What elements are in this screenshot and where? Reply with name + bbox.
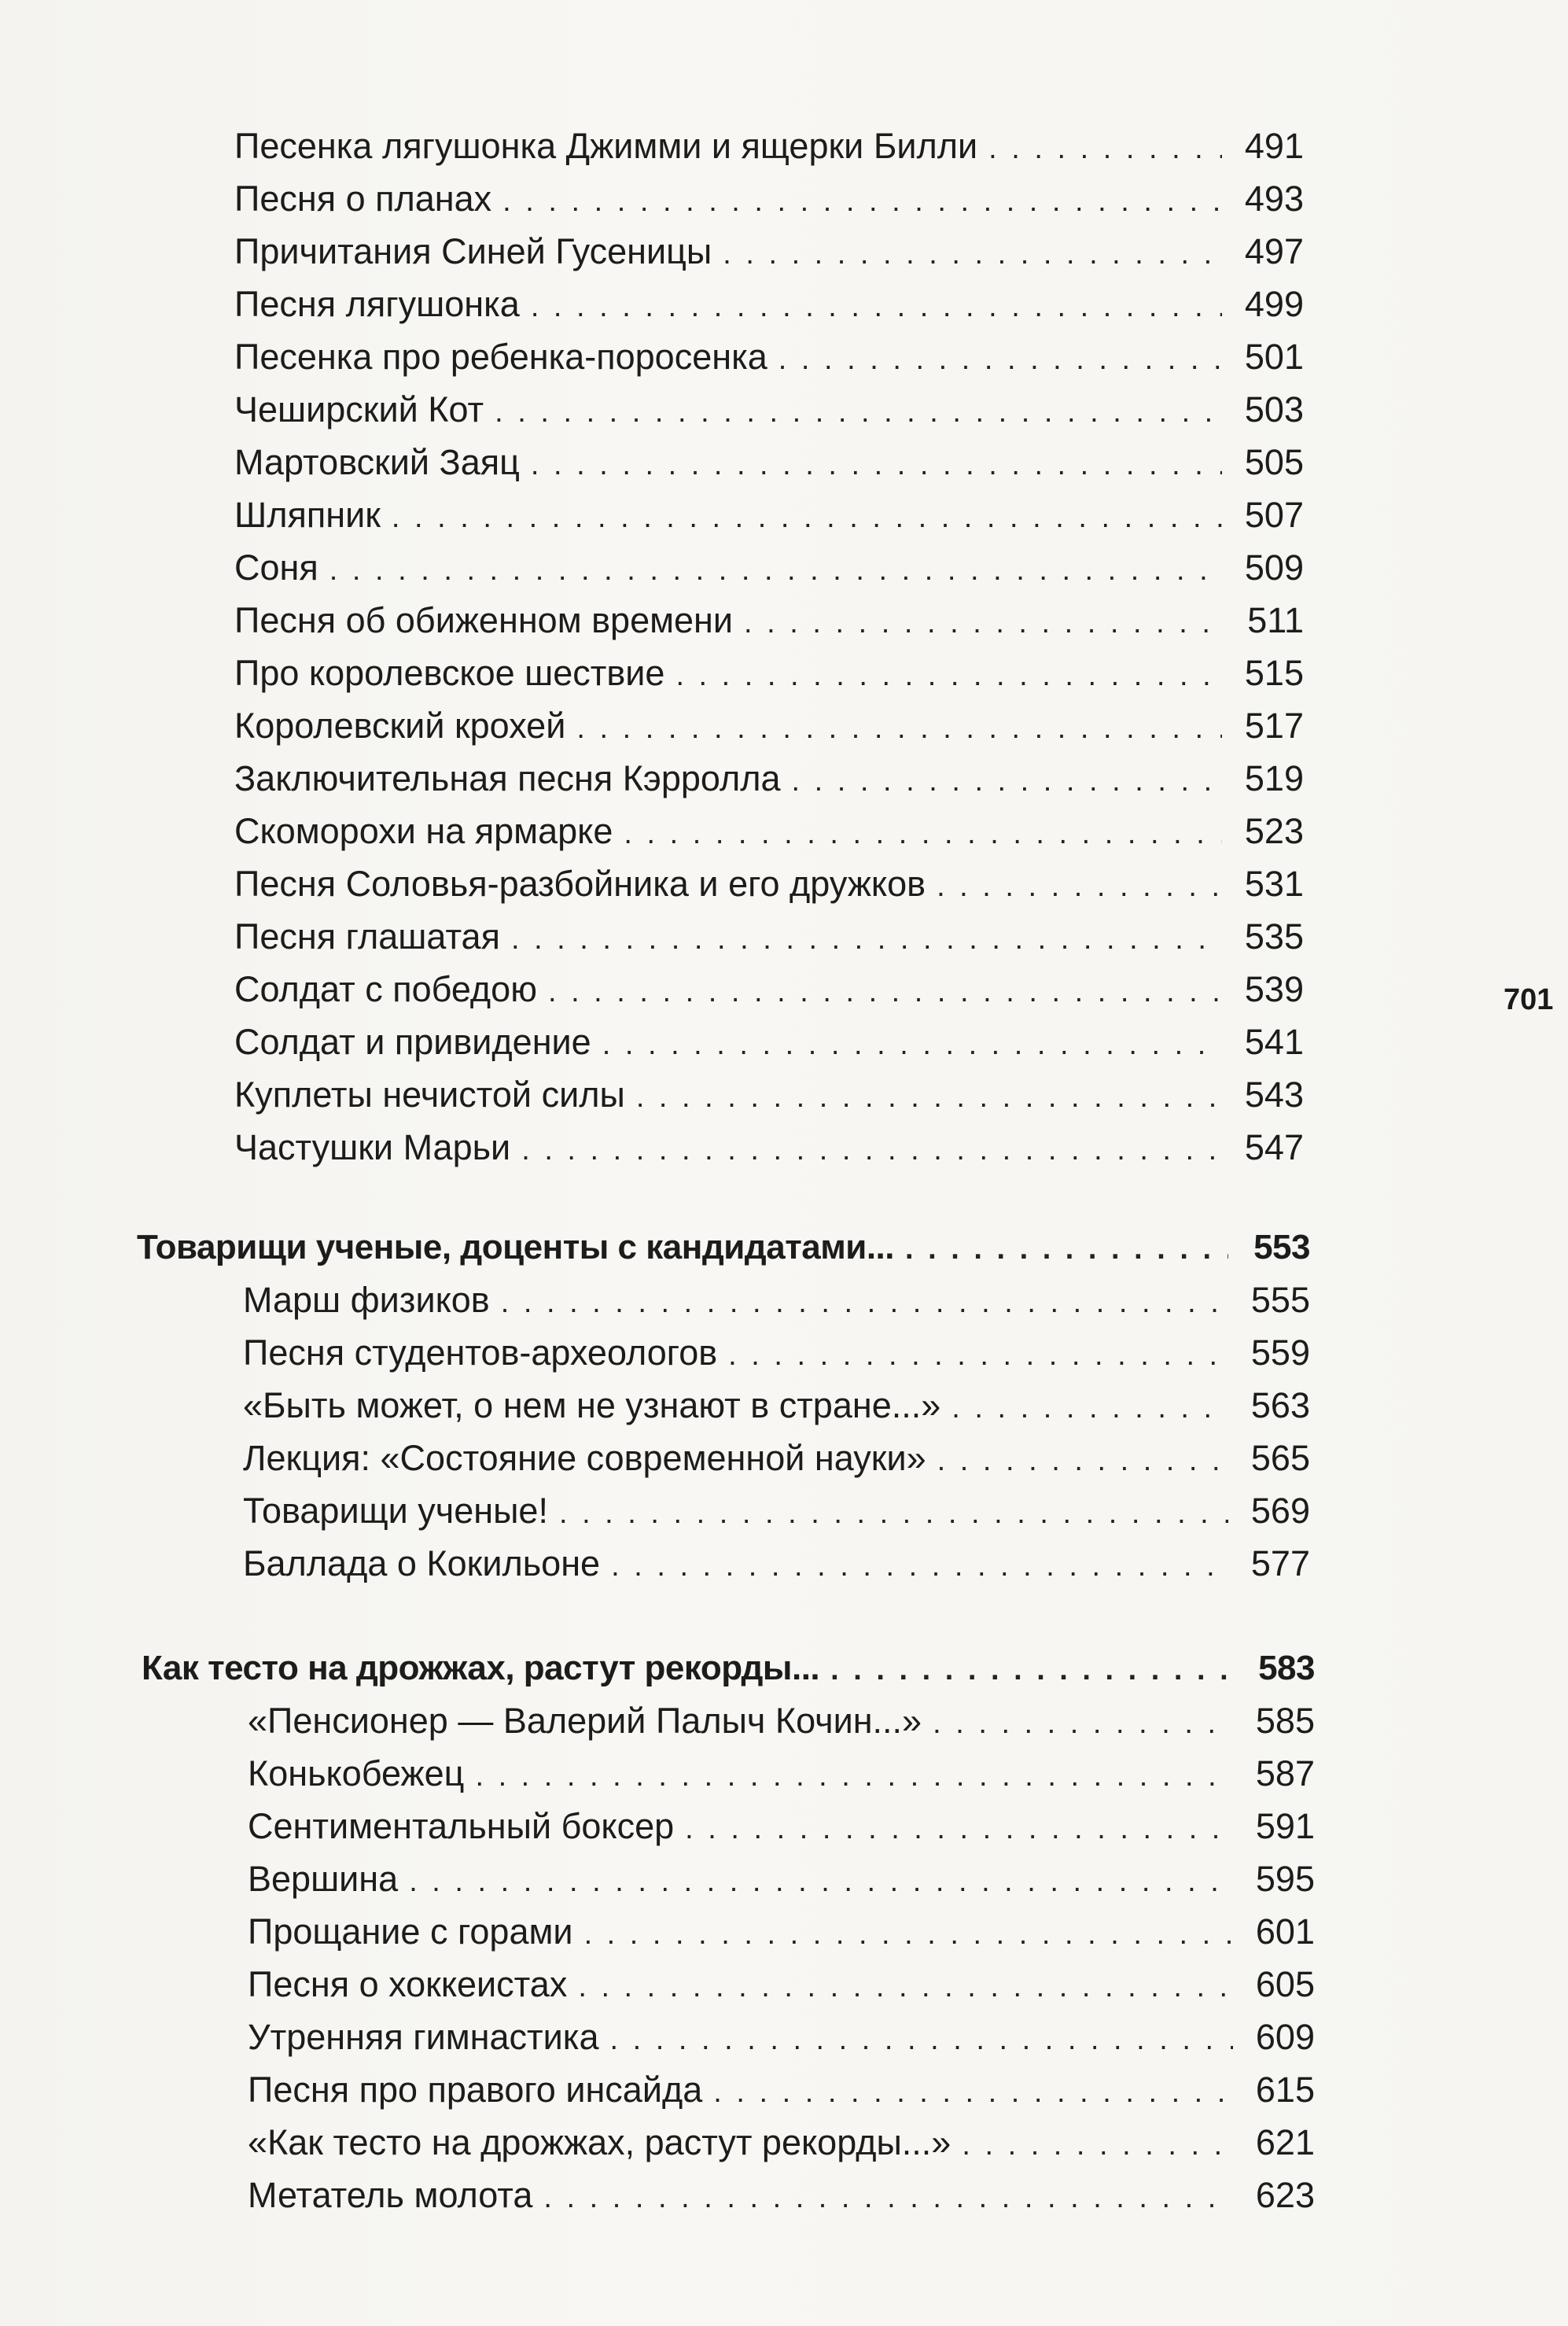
toc-entry: Песенка лягушонка Джимми и ящерки Билли . . . 491	[234, 120, 1304, 172]
leader-dots	[937, 1435, 1228, 1487]
toc-entry: Скоморохи на ярмарке . . . 523	[234, 805, 1304, 857]
toc-entry: Конькобежец . . . 587	[142, 1747, 1315, 1800]
leader-dots	[830, 1644, 1233, 1697]
toc-section-scientists	[137, 1221, 1310, 1590]
leader-dots	[610, 2014, 1233, 2066]
leader-dots	[624, 808, 1222, 861]
toc-entry: «Быть может, о нем не узнают в стране...» . . . 563	[137, 1379, 1310, 1432]
toc-entry: Песня о хоккеистах . . . 605	[142, 1958, 1315, 2011]
toc-entry: «Пенсионер — Валерий Палыч Кочин...» . . . 585	[142, 1694, 1315, 1747]
leader-dots	[329, 544, 1222, 597]
leader-dots	[531, 439, 1222, 492]
toc-entry: Утренняя гимнастика . . . 609	[142, 2011, 1315, 2063]
leader-dots	[559, 1487, 1228, 1540]
leader-dots	[578, 1961, 1233, 2014]
toc-entry: Лекция: «Состояние современной науки» . . . 565	[137, 1432, 1310, 1484]
toc-entry: Королевский крохей . . . 517	[234, 699, 1304, 752]
leader-dots	[521, 1124, 1222, 1177]
toc-entry: Песня о планах . . . 493	[234, 172, 1304, 225]
toc-entry: Песня про правого инсайда . . . 615	[142, 2063, 1315, 2116]
toc-entry: Чеширский Кот . . . 503	[234, 383, 1304, 436]
toc-entry: Вершина . . . 595	[142, 1852, 1315, 1905]
toc-entry: Про королевское шествие . . . 515	[234, 647, 1304, 699]
toc-entry: Шляпник . . . 507	[234, 488, 1304, 541]
leader-dots	[602, 1019, 1222, 1071]
toc-entry: Сентиментальный боксер . . . 591	[142, 1800, 1315, 1852]
toc-entry: Баллада о Кокильоне . . . 577	[137, 1537, 1310, 1590]
toc-entry: Марш физиков . . . 555	[137, 1274, 1310, 1326]
toc-section-continued	[234, 120, 1304, 1174]
toc-entry: Песенка про ребенка-поросенка . . . 501	[234, 330, 1304, 383]
leader-dots	[685, 1803, 1233, 1856]
leader-dots	[501, 1277, 1228, 1329]
leader-dots	[951, 1382, 1228, 1435]
leader-dots	[675, 650, 1222, 702]
toc-entry: Песня Соловья-разбойника и его дружков . . . 531	[234, 857, 1304, 910]
leader-dots	[713, 2066, 1233, 2119]
leader-dots	[531, 281, 1222, 334]
leader-dots	[495, 386, 1222, 439]
toc-section-heading: Как тесто на дрожжах, растут рекорды... . . . 583	[142, 1642, 1315, 1694]
leader-dots	[502, 175, 1222, 228]
leader-dots	[584, 1908, 1233, 1961]
leader-dots	[548, 966, 1222, 1019]
toc-entry: Солдат и привидение . . . 541	[234, 1016, 1304, 1068]
leader-dots	[611, 1540, 1228, 1593]
page-number: 701	[1504, 983, 1554, 1016]
toc-entry: Песня лягушонка . . . 499	[234, 278, 1304, 330]
leader-dots	[475, 1750, 1233, 1803]
toc-entry: Частушки Марьи . . . 547	[234, 1121, 1304, 1174]
toc-entry: «Как тесто на дрожжах, растут рекорды...» . . . 621	[142, 2116, 1315, 2169]
toc-section-records	[142, 1642, 1315, 2221]
leader-dots	[728, 1329, 1228, 1382]
leader-dots	[723, 228, 1222, 281]
toc-entry: Мартовский Заяц . . . 505	[234, 436, 1304, 488]
toc-entry: Прощание с горами . . . 601	[142, 1905, 1315, 1958]
leader-dots	[636, 1071, 1222, 1124]
leader-dots	[392, 492, 1222, 544]
toc-entry: Причитания Синей Гусеницы . . . 497	[234, 225, 1304, 278]
leader-dots	[511, 913, 1222, 966]
leader-dots	[988, 123, 1222, 175]
leader-dots	[937, 861, 1222, 913]
leader-dots	[576, 702, 1222, 755]
leader-dots	[933, 1698, 1233, 1750]
leader-dots	[792, 755, 1222, 808]
toc-entry: Куплеты нечистой силы . . . 543	[234, 1068, 1304, 1121]
leader-dots	[905, 1223, 1228, 1276]
toc-entry: Соня . . . 509	[234, 541, 1304, 594]
leader-dots	[962, 2119, 1233, 2172]
toc-entry: Песня глашатая . . . 535	[234, 910, 1304, 963]
toc-entry: Метатель молота . . . 623	[142, 2169, 1315, 2221]
toc-entry: Товарищи ученые! . . . 569	[137, 1484, 1310, 1537]
leader-dots	[778, 334, 1222, 386]
toc-entry: Песня об обиженном времени . . . 511	[234, 594, 1304, 647]
leader-dots	[409, 1856, 1233, 1908]
leader-dots	[543, 2172, 1233, 2225]
toc-section-heading: Товарищи ученые, доценты с кандидатами... . . . 553	[137, 1221, 1310, 1274]
toc-entry: Песня студентов-археологов . . . 559	[137, 1326, 1310, 1379]
toc-entry: Заключительная песня Кэрролла . . . 519	[234, 752, 1304, 805]
leader-dots	[744, 597, 1222, 650]
toc-entry: Солдат с победою . . . 539	[234, 963, 1304, 1016]
